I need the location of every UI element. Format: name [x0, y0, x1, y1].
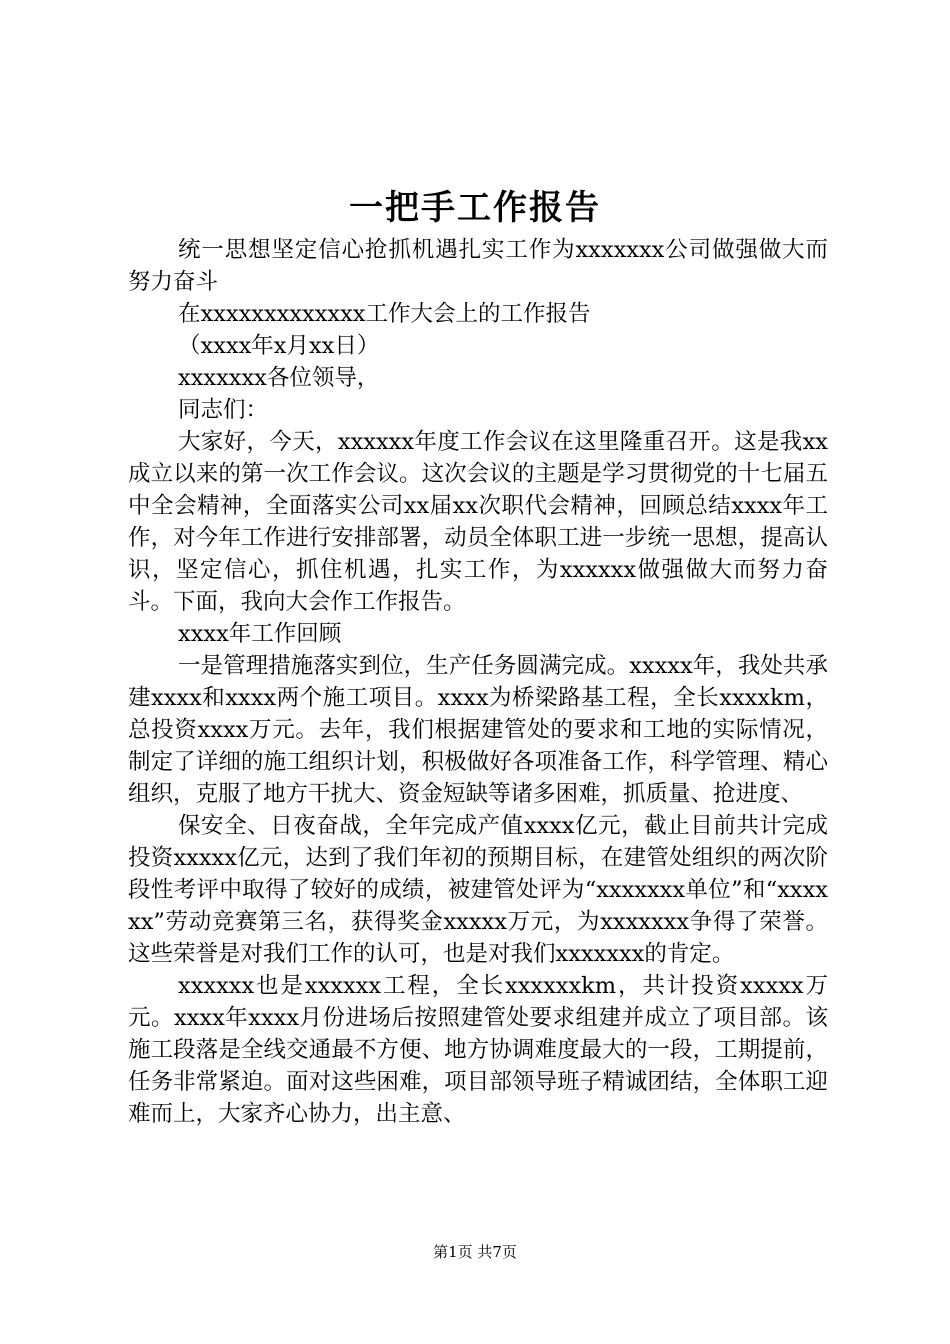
section-heading-review: xxxx年工作回顾	[178, 621, 342, 647]
document-title: 一把手工作报告	[349, 188, 601, 228]
body-paragraph-achievements: 保安全、日夜奋战，全年完成产值xxxx亿元，截止目前共计完成投资xxxxx亿元，达到了我们年初的预期目标，在建管处组织的两次阶段性考评中取得了较好的成绩，被建管处评为“xxxxxxx单位”和“xxxxxx”劳动竞赛第三名，获得奖金xxxxx万元，为xxxxxxx争得了荣誉。这些荣誉是对我们工作的认可，也是对我们xxxxxxx的肯定。	[128, 813, 828, 967]
body-paragraph-project: xxxxxx也是xxxxxx工程，全长xxxxxxkm，共计投资xxxxx万元。xxxx年xxxx月份进场后按照建管处要求组建并成立了项目部。该施工段落是全线交通最不方便、地方协调难度最大的一段，工期提前，任务非常紧迫。面对这些困难，项目部领导班子精诚团结，全体职工迎难而上，大家齐心协力，出主意、	[128, 973, 828, 1127]
salutation-leaders-paragraph: xxxxxxx各位领导，	[178, 365, 380, 391]
page-number-footer: 第1页 共7页	[433, 1243, 517, 1261]
body-paragraph-management: 一是管理措施落实到位，生产任务圆满完成。xxxxx年，我处共承建xxxx和xxxx两个施工项目。xxxx为桥梁路基工程，全长xxxxkm，总投资xxxx万元。去年，我们根据建管处的要求和工地的实际情况，制定了详细的施工组织计划，积极做好各项准备工作，科学管理、精心组织，克服了地方干扰大、资金短缺等诸多困难，抓质量、抢进度、	[128, 653, 828, 807]
opening-paragraph: 大家好，今天，xxxxxx年度工作会议在这里隆重召开。这是我xx成立以来的第一次工作会议。这次会议的主题是学习贯彻党的十七届五中全会精神，全面落实公司xx届xx次职代会精神，回顾总结xxxx年工作，对今年工作进行安排部署，动员全体职工进一步统一思想，提高认识，坚定信心，抓住机遇，扎实工作，为xxxxxx做强做大而努力奋斗。下面，我向大会作工作报告。	[128, 429, 828, 615]
report-subtitle-paragraph: 统一思想坚定信心抢抓机遇扎实工作为xxxxxxx公司做强做大而努力奋斗	[128, 237, 828, 295]
report-date-paragraph: （xxxx年x月xx日）	[178, 333, 380, 359]
meeting-name-paragraph: 在xxxxxxxxxxxxx工作大会上的工作报告	[178, 301, 591, 327]
document-body	[128, 234, 828, 1130]
salutation-comrades-paragraph: 同志们：	[178, 397, 269, 423]
